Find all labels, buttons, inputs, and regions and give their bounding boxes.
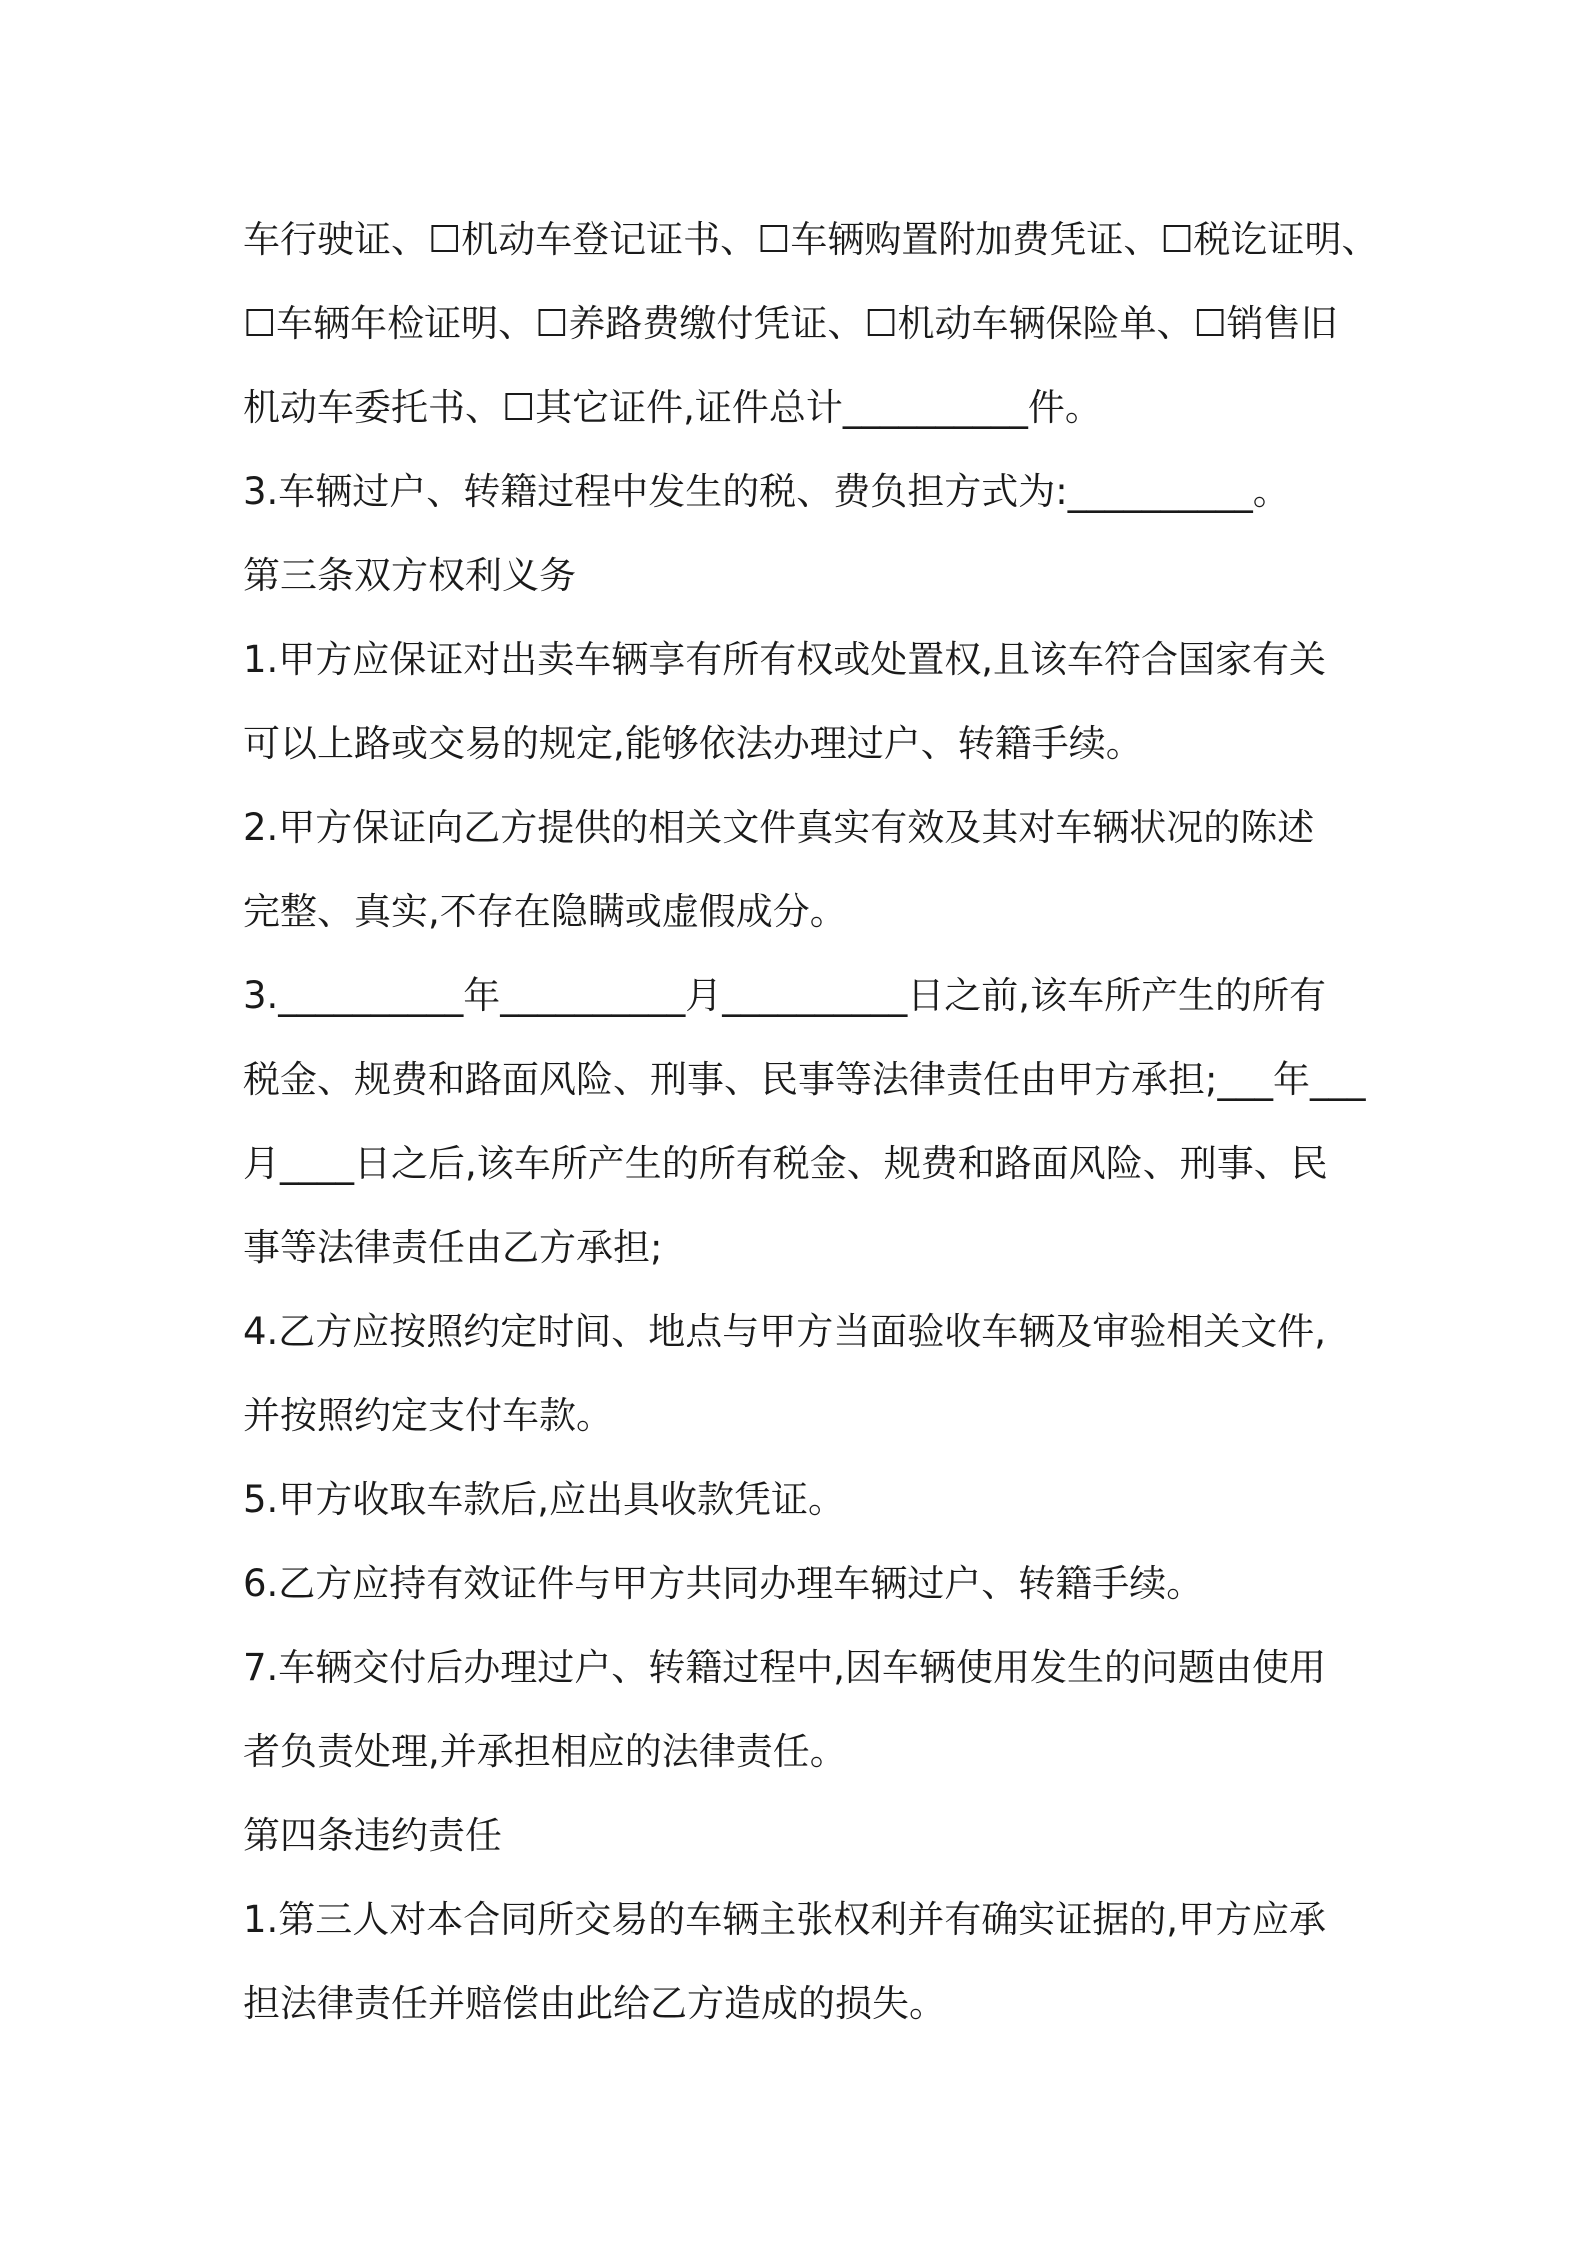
text-line-18: 7.车辆交付后办理过户、转籍过程中,因车辆使用发生的问题由使用	[243, 1646, 1327, 1689]
text-line-22: 担法律责任并赔偿由此给乙方造成的损失。	[243, 1982, 946, 2025]
text-line-21: 1.第三人对本合同所交易的车辆主张权利并有确实证据的,甲方应承	[243, 1898, 1327, 1941]
text-line-19: 者负责处理,并承担相应的法律责任。	[243, 1730, 847, 1773]
section-heading-article-3: 第三条双方权利义务	[243, 554, 576, 597]
text-line-15: 并按照约定支付车款。	[243, 1394, 613, 1437]
text-line-12: 月____日之后,该车所产生的所有税金、规费和路面风险、刑事、民	[243, 1142, 1328, 1185]
text-line-2: ☐车辆年检证明、☐养路费缴付凭证、☐机动车辆保险单、☐销售旧	[243, 302, 1338, 345]
text-line-9: 完整、真实,不存在隐瞒或虚假成分。	[243, 890, 847, 933]
section-heading-article-4: 第四条违约责任	[243, 1814, 502, 1857]
text-line-13: 事等法律责任由乙方承担;	[243, 1226, 663, 1269]
text-line-6: 1.甲方应保证对出卖车辆享有所有权或处置权,且该车符合国家有关	[243, 638, 1327, 681]
text-line-16: 5.甲方收取车款后,应出具收款凭证。	[243, 1478, 846, 1521]
text-line-3: 机动车委托书、☐其它证件,证件总计__________件。	[243, 386, 1102, 429]
text-line-8: 2.甲方保证向乙方提供的相关文件真实有效及其对车辆状况的陈述	[243, 806, 1315, 849]
contract-text	[243, 198, 1379, 2046]
text-line-17: 6.乙方应持有效证件与甲方共同办理车辆过户、转籍手续。	[243, 1562, 1204, 1605]
text-line-4: 3.车辆过户、转籍过程中发生的税、费负担方式为:__________。	[243, 470, 1290, 513]
text-line-14: 4.乙方应按照约定时间、地点与甲方当面验收车辆及审验相关文件,	[243, 1310, 1327, 1353]
text-line-7: 可以上路或交易的规定,能够依法办理过户、转籍手续。	[243, 722, 1143, 765]
text-line-10: 3.__________年__________月__________日之前,该车所产生的所有	[243, 974, 1327, 1017]
text-line-1: 车行驶证、☐机动车登记证书、☐车辆购置附加费凭证、☐税讫证明、	[243, 218, 1379, 261]
text-line-11: 税金、规费和路面风险、刑事、民事等法律责任由甲方承担;___年___	[243, 1058, 1366, 1101]
